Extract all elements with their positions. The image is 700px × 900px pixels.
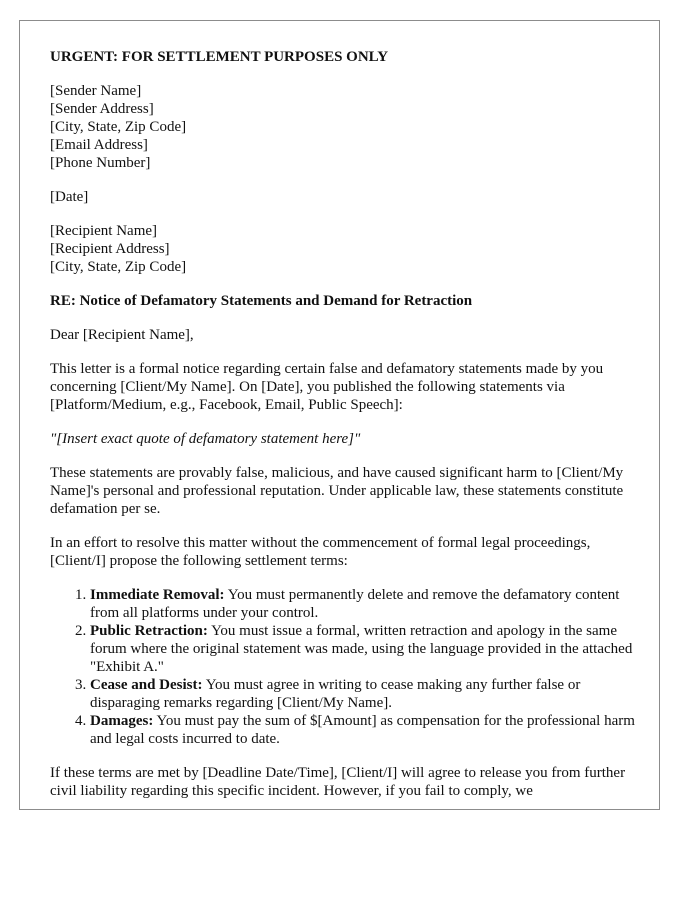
proposal-paragraph: In an effort to resolve this matter without the commencement of formal legal proceedings, [Client/I] propose the following settlement terms: [50, 535, 591, 569]
defamatory-quote: "[Insert exact quote of defamatory statement here]" [50, 431, 361, 447]
recipient-address: [Recipient Address] [50, 241, 170, 257]
list-item [90, 712, 640, 748]
sender-name: [Sender Name] [50, 83, 142, 99]
term-title: Damages: [90, 713, 154, 729]
list-item [90, 676, 640, 712]
recipient-block [50, 222, 640, 276]
letter-content [50, 48, 640, 810]
term-title: Public Retraction: [90, 623, 208, 639]
list-item [90, 586, 640, 622]
harm-paragraph: These statements are provably false, malicious, and have caused significant harm to [Client/My Name]'s personal and professional reputation. Under applicable law, these statements constitute defamation per se. [50, 465, 624, 517]
sender-city: [City, State, Zip Code] [50, 119, 187, 135]
letter-page [19, 20, 660, 810]
recipient-city: [City, State, Zip Code] [50, 259, 187, 275]
list-item [90, 622, 640, 676]
term-text: You must issue a formal, written retraction and apology in the same forum where the original statement was made, using the language provided in the attached "Exhibit A." [90, 623, 633, 675]
term-title: Cease and Desist: [90, 677, 203, 693]
sender-phone: [Phone Number] [50, 155, 151, 171]
term-title: Immediate Removal: [90, 587, 225, 603]
term-text: You must pay the sum of $[Amount] as compensation for the professional harm and legal costs incurred to date. [90, 713, 635, 747]
sender-block [50, 82, 640, 172]
recipient-name: [Recipient Name] [50, 223, 158, 239]
term-text: You must agree in writing to cease making any further false or disparaging remarks regarding [Client/My Name]. [90, 677, 581, 711]
sender-address: [Sender Address] [50, 101, 154, 117]
sender-email: [Email Address] [50, 137, 148, 153]
closing-paragraph: If these terms are met by [Deadline Date/Time], [Client/I] will agree to release you from further civil liability regarding this specific incident. However, if you fail to comply, we [50, 765, 626, 799]
intro-paragraph: This letter is a formal notice regarding certain false and defamatory statements made by you concerning [Client/My Name]. On [Date], you published the following statements via [Platform/Medium, e.g., Facebook, Email, Public Speech]: [50, 361, 604, 413]
salutation: Dear [Recipient Name], [50, 327, 194, 343]
term-text: You must permanently delete and remove the defamatory content from all platforms under your control. [90, 587, 620, 621]
settlement-terms-list [50, 586, 640, 748]
subject-line: RE: Notice of Defamatory Statements and Demand for Retraction [50, 293, 473, 309]
letter-header: URGENT: FOR SETTLEMENT PURPOSES ONLY [50, 49, 389, 65]
letter-date: [Date] [50, 189, 89, 205]
